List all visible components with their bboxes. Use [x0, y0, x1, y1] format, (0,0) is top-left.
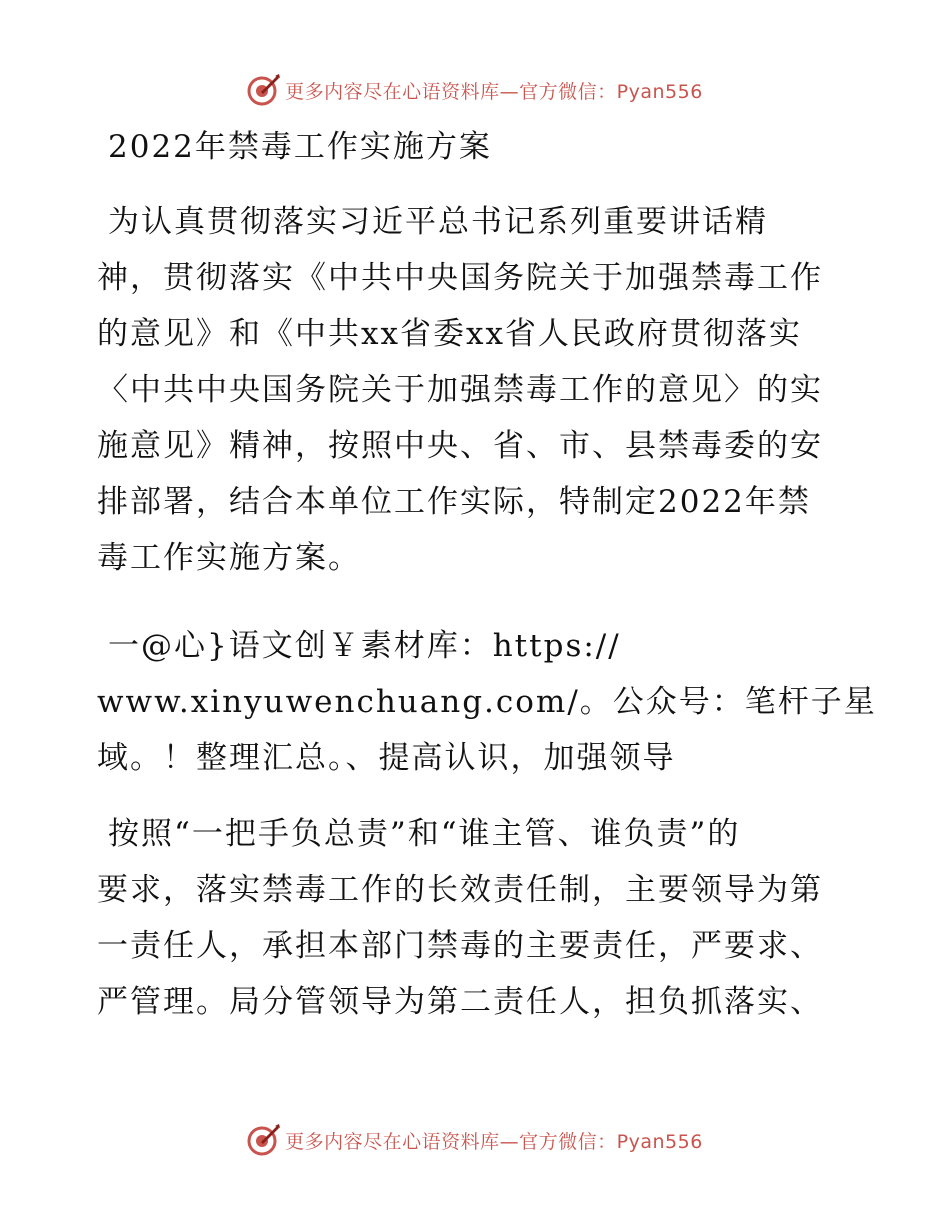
paragraph-section-one: [97, 618, 877, 786]
text-line: 为认真贯彻落实习近平总书记系列重要讲话精: [108, 204, 768, 240]
text-line: www.xinyuwenchuang.com/。公众号：笔杆子星: [97, 684, 877, 720]
pen-logo-icon: [247, 73, 281, 107]
text-line: 一@心}语文创￥素材库：https://: [108, 628, 621, 664]
text-line: 域。！整理汇总。、提高认识，加强领导: [97, 740, 676, 776]
pen-logo-icon: [247, 1123, 281, 1157]
text-line: 〈中共中央国务院关于加强禁毒工作的意见〉的实: [97, 372, 823, 408]
paragraph-intro: [97, 194, 857, 586]
watermark-text: 更多内容尽在心语资料库—官方微信：Pyan556: [285, 1130, 703, 1153]
text-line: 排部署，结合本单位工作实际，特制定2022年禁: [97, 484, 811, 520]
text-line: 要求，落实禁毒工作的长效责任制，主要领导为第: [97, 872, 823, 908]
text-line: 按照“一把手负总责”和“谁主管、谁负责”的: [108, 816, 741, 852]
watermark-text: 更多内容尽在心语资料库—官方微信：Pyan556: [285, 80, 703, 103]
header-watermark: [0, 70, 950, 110]
paragraph-responsibility: [97, 806, 857, 1030]
footer-watermark: [0, 1120, 950, 1160]
text-line: 神，贯彻落实《中共中央国务院关于加强禁毒工作: [97, 260, 823, 296]
text-line: 施意见》精神，按照中央、省、市、县禁毒委的安: [97, 428, 823, 464]
text-line: 毒工作实施方案。: [97, 540, 361, 576]
text-line: 严管理。局分管领导为第二责任人，担负抓落实、: [97, 984, 823, 1020]
document-title: 2022年禁毒工作实施方案: [108, 129, 492, 165]
text-line: 的意见》和《中共xx省委xx省人民政府贯彻落实: [97, 316, 802, 352]
text-line: 一责任人，承担本部门禁毒的主要责任，严要求、: [97, 928, 823, 964]
